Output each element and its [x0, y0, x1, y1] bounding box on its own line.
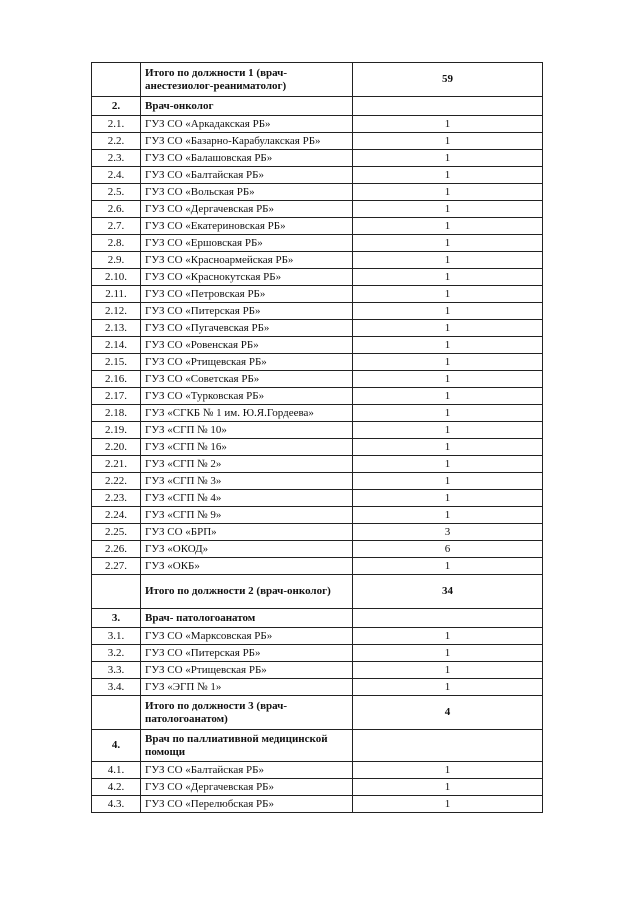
row-number-cell: 2.9.: [92, 252, 141, 269]
staff-count-cell: 1: [353, 303, 543, 320]
row-number-cell: 2.3.: [92, 150, 141, 167]
row-number-cell: 2.1.: [92, 116, 141, 133]
organization-name-cell: ГУЗ СО «Аркадакская РБ»: [141, 116, 353, 133]
staff-count-cell: 1: [353, 269, 543, 286]
staff-count-cell: 1: [353, 388, 543, 405]
organization-name-cell: ГУЗ СО «Екатериновская РБ»: [141, 218, 353, 235]
table-row: [92, 541, 543, 558]
organization-name-cell: ГУЗ «СГП № 16»: [141, 439, 353, 456]
section-header-row: [92, 97, 543, 116]
table-row: [92, 269, 543, 286]
staff-count-cell: 1: [353, 252, 543, 269]
table-row: [92, 150, 543, 167]
row-number-cell: 2.25.: [92, 524, 141, 541]
staff-count-cell: 1: [353, 628, 543, 645]
row-number-cell: 2.27.: [92, 558, 141, 575]
staff-count-cell: 3: [353, 524, 543, 541]
organization-name-cell: ГУЗ «ОКОД»: [141, 541, 353, 558]
table-row: [92, 762, 543, 779]
staff-count-cell: 1: [353, 320, 543, 337]
organization-name-cell: ГУЗ СО «Дергачевская РБ»: [141, 779, 353, 796]
row-number-cell: 2.20.: [92, 439, 141, 456]
staff-count-cell: [353, 730, 543, 762]
table-row: [92, 662, 543, 679]
organization-name-cell: ГУЗ СО «Петровская РБ»: [141, 286, 353, 303]
row-number-cell: 3.3.: [92, 662, 141, 679]
staff-count-cell: 1: [353, 286, 543, 303]
organization-name-cell: ГУЗ СО «Ртищевская РБ»: [141, 354, 353, 371]
staff-count-cell: 1: [353, 779, 543, 796]
staff-count-cell: [353, 97, 543, 116]
organization-name-cell: ГУЗ СО «Красноармейская РБ»: [141, 252, 353, 269]
staff-count-cell: 1: [353, 116, 543, 133]
organization-name-cell: ГУЗ СО «Балтайская РБ»: [141, 167, 353, 184]
organization-name-cell: ГУЗ «ОКБ»: [141, 558, 353, 575]
staff-count-cell: 1: [353, 456, 543, 473]
organization-name-cell: ГУЗ СО «Питерская РБ»: [141, 645, 353, 662]
staff-count-cell: 1: [353, 796, 543, 813]
organization-name-cell: ГУЗ СО «Краснокутская РБ»: [141, 269, 353, 286]
table-row: [92, 184, 543, 201]
row-number-cell: 3.1.: [92, 628, 141, 645]
staff-count-cell: 6: [353, 541, 543, 558]
table-row: [92, 645, 543, 662]
row-number-cell: 2.11.: [92, 286, 141, 303]
row-number-cell: 3.4.: [92, 679, 141, 696]
table-row: [92, 133, 543, 150]
organization-name-cell: Врач- патологоанатом: [141, 609, 353, 628]
total-row: [92, 63, 543, 97]
table-row: [92, 524, 543, 541]
staff-count-cell: 1: [353, 371, 543, 388]
staff-count-cell: 1: [353, 679, 543, 696]
table-row: [92, 507, 543, 524]
staff-count-cell: 1: [353, 184, 543, 201]
organization-name-cell: ГУЗ СО «Ртищевская РБ»: [141, 662, 353, 679]
row-number-cell: [92, 63, 141, 97]
organization-name-cell: ГУЗ «СГП № 2»: [141, 456, 353, 473]
row-number-cell: 4.1.: [92, 762, 141, 779]
table-row: [92, 235, 543, 252]
organization-name-cell: Врач по паллиативной медицинской помощи: [141, 730, 353, 762]
row-number-cell: 2.26.: [92, 541, 141, 558]
total-row: [92, 696, 543, 730]
table-row: [92, 116, 543, 133]
table-row: [92, 456, 543, 473]
row-number-cell: [92, 696, 141, 730]
table-row: [92, 439, 543, 456]
staff-count-cell: 1: [353, 133, 543, 150]
organization-name-cell: Итого по должности 1 (врач-анестезиолог-реаниматолог): [141, 63, 353, 97]
table-row: [92, 405, 543, 422]
organization-name-cell: ГУЗ СО «Вольская РБ»: [141, 184, 353, 201]
table-row: [92, 320, 543, 337]
row-number-cell: [92, 575, 141, 609]
table-row: [92, 388, 543, 405]
row-number-cell: 2.5.: [92, 184, 141, 201]
row-number-cell: 2.19.: [92, 422, 141, 439]
table-row: [92, 303, 543, 320]
row-number-cell: 2.6.: [92, 201, 141, 218]
section-header-row: [92, 730, 543, 762]
organization-name-cell: ГУЗ СО «Ровенская РБ»: [141, 337, 353, 354]
organization-name-cell: ГУЗ «СГП № 3»: [141, 473, 353, 490]
organization-name-cell: ГУЗ СО «Балтайская РБ»: [141, 762, 353, 779]
organization-name-cell: ГУЗ «СГП № 10»: [141, 422, 353, 439]
row-number-cell: 2.10.: [92, 269, 141, 286]
staff-count-cell: 1: [353, 662, 543, 679]
table-row: [92, 286, 543, 303]
organization-name-cell: ГУЗ «СГКБ № 1 им. Ю.Я.Гордеева»: [141, 405, 353, 422]
staff-count-cell: 1: [353, 235, 543, 252]
organization-name-cell: ГУЗ СО «Базарно-Карабулакская РБ»: [141, 133, 353, 150]
staff-count-cell: 1: [353, 490, 543, 507]
staff-count-cell: 1: [353, 645, 543, 662]
staff-count-cell: 1: [353, 558, 543, 575]
organization-name-cell: ГУЗ СО «Перелюбская РБ»: [141, 796, 353, 813]
organization-name-cell: ГУЗ СО «Турковская РБ»: [141, 388, 353, 405]
staff-count-cell: 1: [353, 150, 543, 167]
staff-count-cell: 1: [353, 337, 543, 354]
row-number-cell: 2.7.: [92, 218, 141, 235]
row-number-cell: 2.24.: [92, 507, 141, 524]
row-number-cell: 2.13.: [92, 320, 141, 337]
table-row: [92, 779, 543, 796]
staff-count-cell: 1: [353, 201, 543, 218]
row-number-cell: 2.8.: [92, 235, 141, 252]
organization-name-cell: ГУЗ СО «Ершовская РБ»: [141, 235, 353, 252]
row-number-cell: 2.16.: [92, 371, 141, 388]
staff-count-cell: 1: [353, 507, 543, 524]
staff-count-cell: 1: [353, 405, 543, 422]
row-number-cell: 2.23.: [92, 490, 141, 507]
table-row: [92, 218, 543, 235]
staff-count-cell: 1: [353, 167, 543, 184]
staff-count-cell: 34: [353, 575, 543, 609]
table-row: [92, 679, 543, 696]
row-number-cell: 2.14.: [92, 337, 141, 354]
row-number-cell: 2.18.: [92, 405, 141, 422]
organization-name-cell: ГУЗ СО «Советская РБ»: [141, 371, 353, 388]
row-number-cell: 2.: [92, 97, 141, 116]
table-row: [92, 796, 543, 813]
organization-name-cell: Врач-онколог: [141, 97, 353, 116]
organization-name-cell: ГУЗ «СГП № 4»: [141, 490, 353, 507]
organization-name-cell: ГУЗ СО «Балашовская РБ»: [141, 150, 353, 167]
row-number-cell: 4.: [92, 730, 141, 762]
staff-count-cell: [353, 609, 543, 628]
row-number-cell: 2.21.: [92, 456, 141, 473]
table-row: [92, 371, 543, 388]
row-number-cell: 4.2.: [92, 779, 141, 796]
row-number-cell: 2.12.: [92, 303, 141, 320]
table-row: [92, 167, 543, 184]
organization-name-cell: ГУЗ СО «Пугачевская РБ»: [141, 320, 353, 337]
table-row: [92, 473, 543, 490]
total-row: [92, 575, 543, 609]
staff-count-cell: 4: [353, 696, 543, 730]
table-row: [92, 628, 543, 645]
section-header-row: [92, 609, 543, 628]
table-row: [92, 354, 543, 371]
row-number-cell: 3.2.: [92, 645, 141, 662]
table-row: [92, 337, 543, 354]
table-row: [92, 422, 543, 439]
staff-count-cell: 1: [353, 439, 543, 456]
row-number-cell: 4.3.: [92, 796, 141, 813]
organization-name-cell: ГУЗ СО «Дергачевская РБ»: [141, 201, 353, 218]
staff-count-cell: 1: [353, 354, 543, 371]
row-number-cell: 2.22.: [92, 473, 141, 490]
table-row: [92, 558, 543, 575]
row-number-cell: 2.2.: [92, 133, 141, 150]
organization-name-cell: ГУЗ «СГП № 9»: [141, 507, 353, 524]
staff-count-cell: 1: [353, 473, 543, 490]
staff-count-cell: 1: [353, 422, 543, 439]
row-number-cell: 2.15.: [92, 354, 141, 371]
organization-name-cell: ГУЗ «ЭГП № 1»: [141, 679, 353, 696]
row-number-cell: 3.: [92, 609, 141, 628]
staff-count-cell: 1: [353, 762, 543, 779]
organization-name-cell: ГУЗ СО «Питерская РБ»: [141, 303, 353, 320]
organization-name-cell: Итого по должности 3 (врач-патологоанатом): [141, 696, 353, 730]
staffing-table: [91, 62, 543, 813]
table-row: [92, 490, 543, 507]
organization-name-cell: Итого по должности 2 (врач-онколог): [141, 575, 353, 609]
row-number-cell: 2.4.: [92, 167, 141, 184]
row-number-cell: 2.17.: [92, 388, 141, 405]
staff-count-cell: 1: [353, 218, 543, 235]
organization-name-cell: ГУЗ СО «Марксовская РБ»: [141, 628, 353, 645]
organization-name-cell: ГУЗ СО «БРП»: [141, 524, 353, 541]
table-row: [92, 252, 543, 269]
table-row: [92, 201, 543, 218]
staff-count-cell: 59: [353, 63, 543, 97]
